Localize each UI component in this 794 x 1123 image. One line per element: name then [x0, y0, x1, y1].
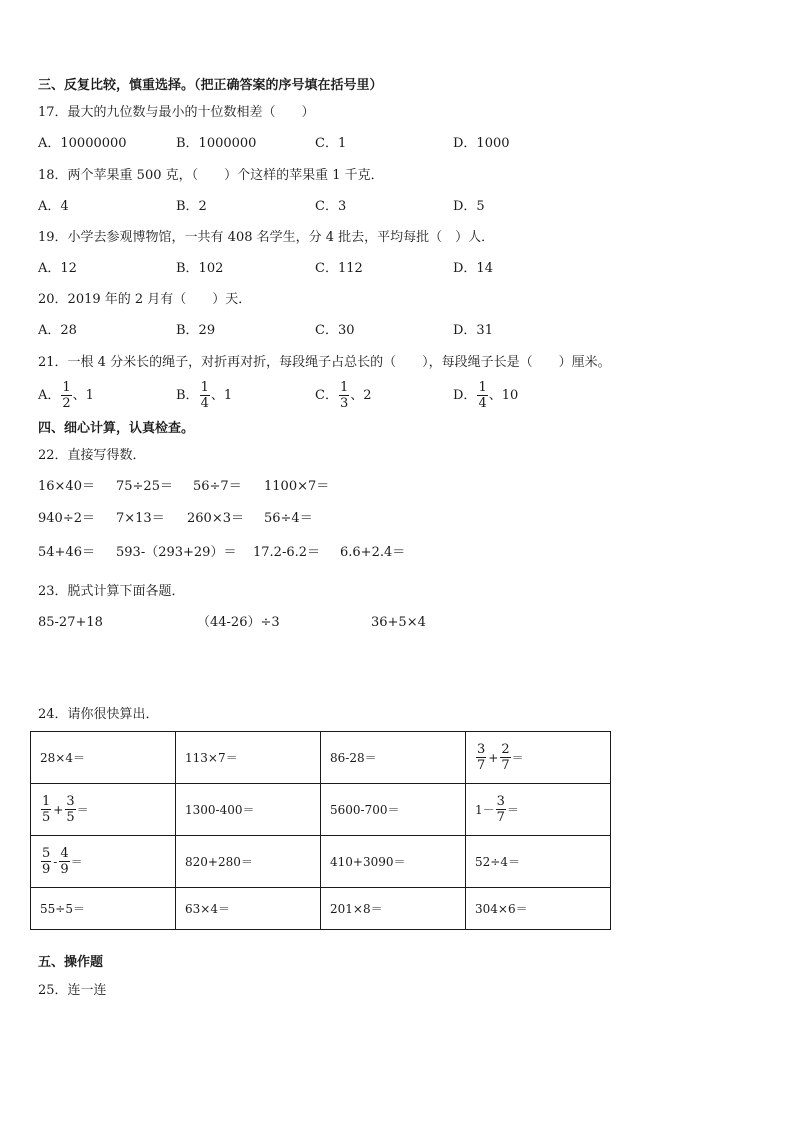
q22-item: 593-（293+29）＝ [116, 545, 237, 560]
q23-item: 85-27+18 [38, 615, 103, 630]
question-19-stem: 19．小学去参观博物馆，一共有 408 名学生，分 4 批去，平均每批（ ）人． [38, 230, 495, 245]
question-25-stem: 25．连一连 [38, 983, 107, 998]
q21-option-c [315, 380, 372, 411]
q18-option-d: D．5 [453, 199, 485, 214]
fraction: $\frac{5}{9}$ [42, 846, 51, 877]
table-cell: 304×6＝ [466, 888, 611, 930]
question-23-stem: 23．脱式计算下面各题． [38, 584, 185, 599]
section-4-title: 四、细心计算，认真检查。 [38, 421, 195, 436]
table-cell: 1300-400＝ [176, 784, 321, 836]
table-row [31, 784, 611, 836]
table-cell: $\frac{1}{5}$ + $\frac{3}{5}$ ＝ [31, 784, 176, 836]
table-cell: 820+280＝ [176, 836, 321, 888]
fraction: $\frac{1}{5}$ [42, 794, 51, 825]
fraction: $\frac{1}{4}$ [478, 380, 487, 411]
table-cell: $\frac{5}{9}$ - $\frac{4}{9}$ ＝ [31, 836, 176, 888]
q22-item: 940÷2＝ [38, 511, 95, 526]
q20-option-a: A．28 [38, 323, 77, 338]
option-rest: 、10 [488, 387, 519, 403]
table-cell: 63×4＝ [176, 888, 321, 930]
fraction: $\frac{3}{7}$ [477, 742, 486, 773]
table-cell: $\frac{3}{7}$ + $\frac{2}{7}$ ＝ [466, 732, 611, 784]
question-21-stem: 21．一根 4 分米长的绳子，对折再对折，每段绳子占总长的（ ），每段绳子长是（ ）厘米。 [38, 355, 611, 370]
q19-option-b: B．102 [176, 261, 224, 276]
q22-item: 75÷25＝ [116, 479, 173, 494]
question-24-stem: 24．请你很快算出． [38, 707, 159, 722]
q17-option-a: A．10000000 [38, 136, 127, 151]
q17-option-d: D．1000 [453, 136, 510, 151]
table-row [31, 732, 611, 784]
fraction: $\frac{2}{7}$ [501, 742, 510, 773]
table-cell: 28×4＝ [31, 732, 176, 784]
table-cell: 55÷5＝ [31, 888, 176, 930]
section-3-title: 三、反复比较，慎重选择。（把正确答案的序号填在括号里） [38, 78, 383, 93]
q18-option-a: A．4 [38, 199, 69, 214]
table-cell: 1－ $\frac{3}{7}$ ＝ [466, 784, 611, 836]
q19-option-d: D．14 [453, 261, 493, 276]
q20-option-c: C．30 [315, 323, 355, 338]
q22-item: 260×3＝ [187, 511, 244, 526]
q23-item: 36+5×4 [371, 615, 426, 630]
q18-option-b: B．2 [176, 199, 207, 214]
q24-calc-table [30, 731, 611, 930]
table-cell: 410+3090＝ [321, 836, 466, 888]
fraction: $\frac{3}{5}$ [66, 794, 75, 825]
q21-option-b [176, 380, 232, 411]
q22-item: 17.2-6.2＝ [253, 545, 321, 560]
option-label: B． [176, 387, 199, 403]
option-rest: 、1 [210, 387, 233, 403]
q18-option-c: C．3 [315, 199, 347, 214]
option-rest: 、2 [350, 387, 372, 403]
table-cell: 86-28＝ [321, 732, 466, 784]
option-rest: 、1 [72, 387, 94, 403]
fraction: $\frac{3}{7}$ [496, 794, 505, 825]
question-22-stem: 22．直接写得数． [38, 448, 146, 463]
q17-option-c: C．1 [315, 136, 347, 151]
table-cell: 52÷4＝ [466, 836, 611, 888]
q21-option-d [453, 380, 518, 411]
q17-option-b: B．1000000 [176, 136, 257, 151]
option-label: D． [453, 387, 477, 403]
q22-item: 7×13＝ [116, 511, 165, 526]
q23-item: （44-26）÷3 [197, 615, 280, 630]
fraction: $\frac{1}{3}$ [339, 380, 349, 411]
fraction: $\frac{1}{2}$ [62, 380, 71, 411]
section-5-title: 五、操作题 [38, 955, 104, 970]
option-label: A． [38, 387, 61, 403]
q21-option-a [38, 380, 94, 411]
table-cell: 113×7＝ [176, 732, 321, 784]
q20-option-b: B．29 [176, 323, 216, 338]
option-label: C． [315, 387, 338, 403]
q22-item: 54+46＝ [38, 545, 95, 560]
fraction: $\frac{4}{9}$ [60, 846, 69, 877]
table-cell: 201×8＝ [321, 888, 466, 930]
question-17-stem: 17．最大的九位数与最小的十位数相差（ ） [38, 105, 315, 120]
q19-option-a: A．12 [38, 261, 77, 276]
table-row [31, 888, 611, 930]
table-row [31, 836, 611, 888]
question-20-stem: 20．2019 年的 2 月有（ ）天． [38, 292, 252, 307]
q22-item: 16×40＝ [38, 479, 95, 494]
fraction: $\frac{1}{4}$ [200, 380, 209, 411]
table-cell: 5600-700＝ [321, 784, 466, 836]
q22-item: 6.6+2.4＝ [340, 545, 406, 560]
q22-item: 56÷4＝ [264, 511, 313, 526]
q22-item: 1100×7＝ [264, 479, 330, 494]
question-18-stem: 18．两个苹果重 500 克，（ ）个这样的苹果重 1 千克． [38, 168, 384, 183]
q22-item: 56÷7＝ [193, 479, 242, 494]
q20-option-d: D．31 [453, 323, 493, 338]
q19-option-c: C．112 [315, 261, 363, 276]
